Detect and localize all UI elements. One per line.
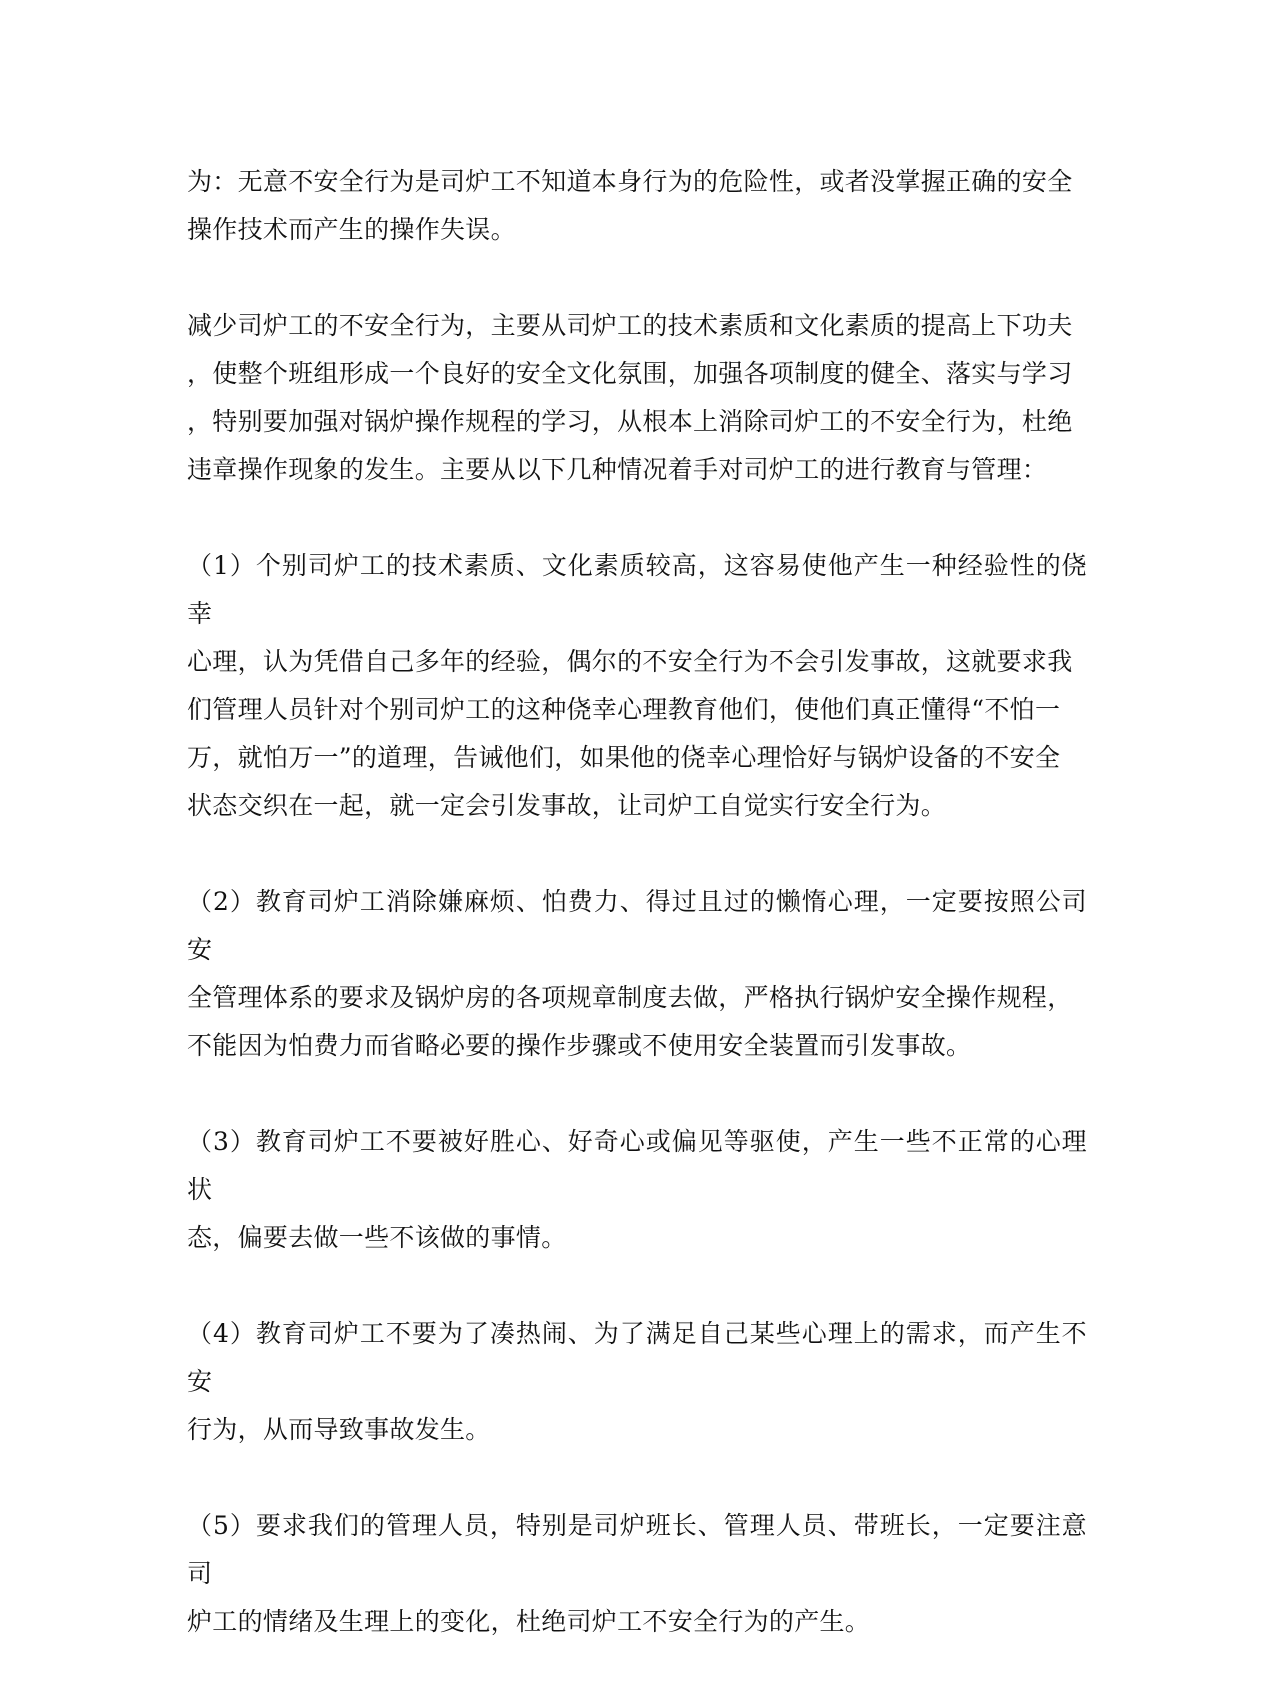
paragraph-3: （1）个别司炉工的技术素质、文化素质较高，这容易使他产生一种经验性的侥幸 心理，认为凭借自己多年的经验，偶尔的不安全行为不会引发事故，这就要求我 们管理人员针对个别司炉工的这种侥幸心理教育他们，使他们真正懂得“不怕一 万，就怕万一”的道理，告诫他们，如果他的侥幸心理恰好与锅炉设备的不安全 状态交织在一起，就一定会引发事故，让司炉工自觉实行安全行为。 bbox=[187, 551, 1087, 820]
paragraph-7: （5）要求我们的管理人员，特别是司炉班长、管理人员、带班长，一定要注意司 炉工的情绪及生理上的变化，杜绝司炉工不安全行为的产生。 bbox=[187, 1511, 1087, 1636]
paragraph-2: 减少司炉工的不安全行为，主要从司炉工的技术素质和文化素质的提高上下功夫 ，使整个班组形成一个良好的安全文化氛围，加强各项制度的健全、落实与学习 ，特别要加强对锅炉操作规程的学习，从根本上消除司炉工的不安全行为，杜绝 违章操作现象的发生。主要从以下几种情况着手对司炉工的进行教育与管理： bbox=[187, 311, 1073, 484]
paragraph-6: （4）教育司炉工不要为了凑热闹、为了满足自己某些心理上的需求，而产生不安 行为，从而导致事故发生。 bbox=[187, 1319, 1087, 1444]
paragraph-5: （3）教育司炉工不要被好胜心、好奇心或偏见等驱使，产生一些不正常的心理状 态，偏要去做一些不该做的事情。 bbox=[187, 1127, 1087, 1252]
paragraph-1: 为：无意不安全行为是司炉工不知道本身行为的危险性，或者没掌握正确的安全 操作技术而产生的操作失误。 bbox=[187, 167, 1073, 244]
document-body bbox=[187, 158, 1087, 1694]
paragraph-4: （2）教育司炉工消除嫌麻烦、怕费力、得过且过的懒惰心理，一定要按照公司安 全管理体系的要求及锅炉房的各项规章制度去做，严格执行锅炉安全操作规程， 不能因为怕费力而省略必要的操作步骤或不使用安全装置而引发事故。 bbox=[187, 887, 1087, 1060]
